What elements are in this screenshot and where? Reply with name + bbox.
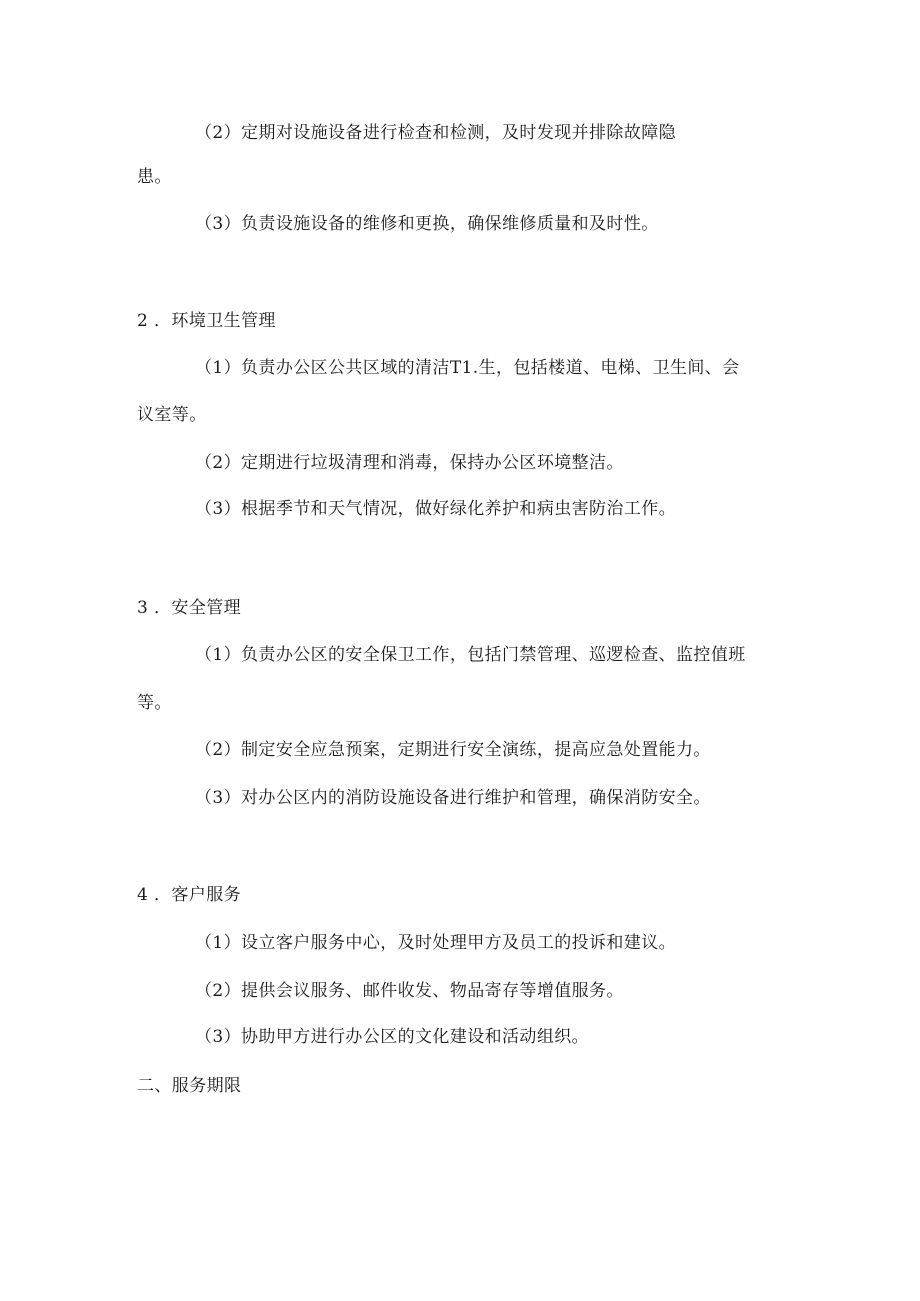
security-item-1-continuation: 等。 (137, 693, 172, 713)
customer-item-1: （1）设立客户服务中心，及时处理甲方及员工的投诉和建议。 (195, 933, 677, 953)
environment-item-3: （3）根据季节和天气情况，做好绿化养护和病虫害防治工作。 (195, 499, 677, 519)
section-heading-environment: 2 ．环境卫生管理 (137, 311, 276, 331)
environment-item-1: （1）负责办公区公共区域的清洁T1.生，包括楼道、电梯、卫生间、会 (195, 358, 740, 378)
section-heading-security: 3 ．安全管理 (137, 598, 242, 618)
security-item-3: （3）对办公区内的消防设施设备进行维护和管理，确保消防安全。 (195, 788, 711, 808)
security-item-2: （2）制定安全应急预案，定期进行安全演练，提高应急处置能力。 (195, 740, 711, 760)
facility-item-2-continuation: 患。 (137, 167, 172, 187)
facility-item-3: （3）负责设施设备的维修和更换，确保维修质量和及时性。 (195, 214, 659, 234)
environment-item-2: （2）定期进行垃圾清理和消毒，保持办公区环境整洁。 (195, 453, 624, 473)
customer-item-2: （2）提供会议服务、邮件收发、物品寄存等增值服务。 (195, 981, 624, 1001)
environment-item-1-continuation: 议室等。 (137, 405, 207, 425)
facility-item-2: （2）定期对设施设备进行检查和检测，及时发现并排除故障隐 (195, 123, 677, 143)
security-item-1: （1）负责办公区的安全保卫工作，包括门禁管理、巡逻检查、监控值班 (195, 645, 746, 665)
section-heading-customer-service: 4 ．客户服务 (137, 885, 242, 905)
customer-item-3: （3）协助甲方进行办公区的文化建设和活动组织。 (195, 1027, 590, 1047)
chapter-heading-service-period: 二、服务期限 (137, 1076, 242, 1096)
